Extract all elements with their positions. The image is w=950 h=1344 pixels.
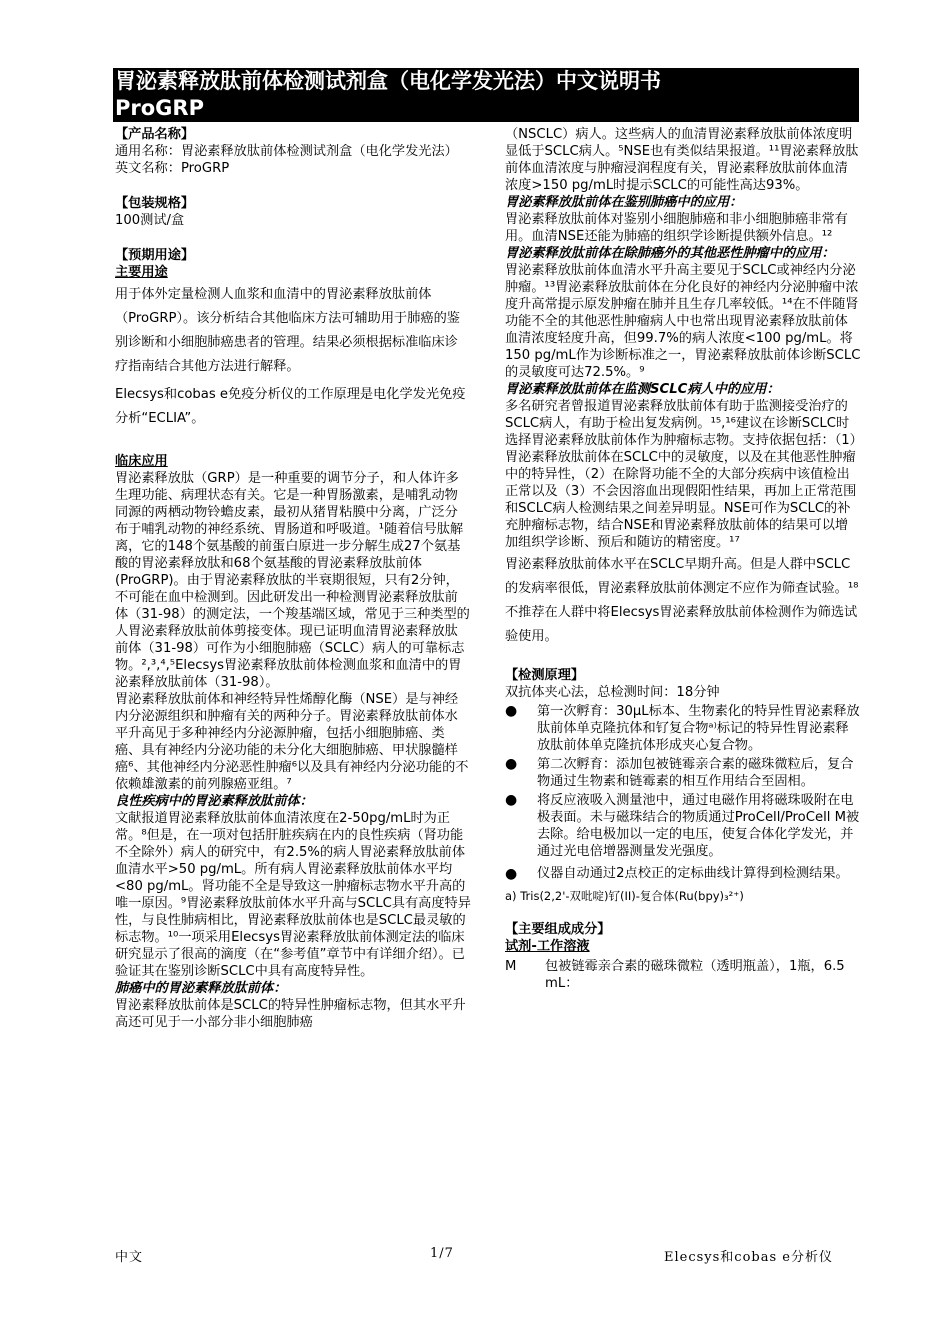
monitoring-paragraph: 多名研究者曾报道胃泌素释放肽前体有助于监测接受治疗的SCLC病人，有助于检出复发病例。¹⁵,¹⁶建议在诊断SCLC时选择胃泌素释放肽前体作为肿瘤标志物。支持依据包括：（1）胃泌素释放肽前体在SCLC中的灵敏度，以及在其他恶性肿瘤中的特异性，（2）在除肾功能不全的大部分疾病中该值检出正常以及（3）不会因溶血出现假阳性结果，再加上正常范围和SCLC病人检测结果之间差异明显。NSE可作为SCLC的补充肿瘤标志物，结合NSE和胃泌素释放肽前体的结果可以增加组织学诊断、预后和随访的精密度。¹⁷ xyxy=(505,399,857,550)
benign-paragraph: 文献报道胃泌素释放肽前体血清浓度在2-50pg/mL时为正常。⁸但是，在一项对包括肝脏疾病在内的良性疾病（肾功能不全除外）病人的研究中，有2.5%的病人胃泌素释放肽前体血清水平>50 pg/mL。所有病人胃泌素释放肽前体水平均<80 pg/mL。肾功能不全是导致这一肿瘤标志物水平升高的唯一原因。⁹胃泌素释放肽前体水平升高与SCLC具有高度特异性，与良性肺病相比，胃泌素释放肽前体也是SCLC最灵敏的标志物。¹⁰一项采用Elecsys胃泌素释放肽前体测定法的临床研究显示了很高的滴度（在“参考值”章节中有详细介绍）。已验证其在鉴别诊断SCLC中具有高度特异性。 xyxy=(115,811,471,979)
bullet-text: 将反应液吸入测量池中，通过电磁作用将磁珠吸附在电极表面。未与磁珠结合的物质通过ProCell/ProCell M被去除。给电极加以一定的电压，使复合体化学发光，并通过光电倍增器测量发光强度。 xyxy=(537,793,860,859)
principle-bullet xyxy=(505,862,861,886)
generic-name-value: 胃泌素释放肽前体检测试剂盒（电化学发光法） xyxy=(180,144,458,159)
main-use-paragraph: 用于体外定量检测人血浆和血清中的胃泌素释放肽前体（ProGRP）。该分析结合其他临床方法可辅助用于肺癌的鉴别诊断和小细胞肺癌患者的管理。结果必须根据标准临床诊疗指南结合其他方法进行解释。 xyxy=(115,287,460,374)
bullet-icon: ● xyxy=(505,756,518,772)
right-column xyxy=(505,126,861,992)
bullet-text: 仪器自动通过2点校正的定标曲线计算得到检测结果。 xyxy=(537,866,849,881)
components-heading: 【主要组成成分】 xyxy=(505,922,611,937)
footer-product: Elecsys和cobas e分析仪 xyxy=(664,1250,833,1265)
differential-paragraph: 胃泌素释放肽前体对鉴别小细胞肺癌和非小细胞肺癌非常有用。血清NSE还能为肺癌的组织学诊断提供额外信息。¹² xyxy=(505,212,848,244)
english-name-value: ProGRP xyxy=(180,161,230,176)
differential-heading: 胃泌素释放肽前体在鉴别肺癌中的应用： xyxy=(505,195,743,210)
generic-name-label: 通用名称： xyxy=(115,144,181,159)
benign-heading: 良性疾病中的胃泌素释放肽前体： xyxy=(115,794,313,809)
document-title: 胃泌素释放肽前体检测试剂盒（电化学发光法）中文说明书 xyxy=(115,69,661,93)
clinical-use-heading: 临床应用 xyxy=(115,454,168,469)
bullet-icon: ● xyxy=(505,703,518,719)
lung-cancer-heading: 肺癌中的胃泌素释放肽前体： xyxy=(115,981,287,996)
english-name-row xyxy=(115,160,471,177)
bullet-text: 第二次孵育：添加包被链霉亲合素的磁珠微粒后，复合物通过生物素和链霉素的相互作用结合至固相。 xyxy=(537,757,854,789)
bullet-icon: ● xyxy=(505,792,518,808)
clinical-paragraph-1: 胃泌素释放肽（GRP）是一种重要的调节分子，和人体许多生理功能、病理状态有关。它是一种胃肠激素，是哺乳动物同源的两栖动物铃蟾皮素，最初从猪胃粘膜中分离，广泛分布于哺乳动物的神经系统、胃肠道和呼吸道。¹随着信号肽解离，它的148个氨基酸的前蛋白原进一步分解生成27个氨基酸的胃泌素释放肽和68个氨基酸的胃泌素释放肽前体(ProGRP)。由于胃泌素释放肽的半衰期很短，只有2分钟，不可能在血中检测到。因此研发出一种检测胃泌素释放肽前体（31-98）的测定法，一个羧基端区域，常见于三种类型的人胃泌素释放肽前体剪接变体。现已证明血清胃泌素释放肽前体（31-98）可作为小细胞肺癌（SCLC）病人的可靠标志物。²,³,⁴,⁵Elecsys胃泌素释放肽前体检测血浆和血清中的胃泌素释放肽前体（31-98）。 xyxy=(115,471,470,690)
other-tumors-paragraph: 胃泌素释放肽前体血清水平升高主要见于SCLC或神经内分泌肿瘤。¹³胃泌素释放肽前体在分化良好的神经内分泌肿瘤中浓度升高常提示原发肿瘤在肺并且生存几率较低。¹⁴在不伴随肾功能不全的其他恶性肿瘤病人中也常出现胃泌素释放肽前体血清浓度轻度升高，但99.7%的病人浓度<100 pg/mL。将150 pg/mL作为诊断标准之一，胃泌素释放肽前体诊断SCLC的灵敏度可达72.5%。⁹ xyxy=(505,263,861,380)
other-tumors-heading: 胃泌素释放肽前体在除肺癌外的其他恶性肿瘤中的应用： xyxy=(505,246,835,261)
principle-heading: 【检测原理】 xyxy=(505,668,585,683)
main-use-heading: 主要用途 xyxy=(115,265,168,280)
bullet-text: 第一次孵育：30μL标本、生物素化的特异性胃泌素释放肽前体单克隆抗体和钌复合物ᵃ⁾标记的特异性胃泌素释放肽前体单克隆抗体形成夹心复合物。 xyxy=(537,704,860,753)
product-name-heading: 【产品名称】 xyxy=(115,127,195,142)
generic-name-row xyxy=(115,143,471,160)
reagent-m-value: 包被链霉亲合素的磁珠微粒（透明瓶盖），1瓶，6.5 mL： xyxy=(545,959,845,991)
footer-language: 中文 xyxy=(115,1250,144,1265)
package-value: 100测试/盒 xyxy=(115,213,185,228)
principle-bullet xyxy=(505,756,861,790)
english-name-label: 英文名称： xyxy=(115,161,181,176)
monitoring-heading: 胃泌素释放肽前体在监测SCLC病人中的应用： xyxy=(505,382,780,397)
principle-intro: 双抗体夹心法，总检测时间：18分钟 xyxy=(505,685,720,700)
document-subtitle: ProGRP xyxy=(115,96,204,120)
left-column xyxy=(115,126,471,1031)
reagent-m-row xyxy=(505,958,861,992)
document-title-bar xyxy=(113,68,859,122)
footnote: a) Tris(2,2'-双吡啶)钌(II)-复合体(Ru(bpy)₃²⁺) xyxy=(505,889,744,903)
principle-bullet xyxy=(505,792,861,860)
footer-page-number: 1/7 xyxy=(430,1246,454,1261)
reagent-m-key: M xyxy=(505,959,517,974)
reagent-heading: 试剂-工作溶液 xyxy=(505,939,590,954)
bullet-icon: ● xyxy=(505,866,518,882)
principle-bullet xyxy=(505,703,861,754)
nsclc-paragraph: （NSCLC）病人。这些病人的血清胃泌素释放肽前体浓度明显低于SCLC病人。⁵NSE也有类似结果报道。¹¹胃泌素释放肽前体血清浓度与肿瘤浸润程度有关，胃泌素释放肽前体血清浓度>150 pg/mL时提示SCLC的可能性高达93%。 xyxy=(505,127,859,193)
intended-use-heading: 【预期用途】 xyxy=(115,248,195,263)
clinical-paragraph-2: 胃泌素释放肽前体和神经特异性烯醇化酶（NSE）是与神经内分泌源组织和肿瘤有关的两种分子。胃泌素释放肽前体水平升高见于多种神经内分泌源肿瘤，包括小细胞肺癌、类癌、具有神经内分泌功能的未分化大细胞肺癌、甲状腺髓样癌⁶、其他神经内分泌恶性肿瘤⁶以及具有神经内分泌功能的不依赖雄激素的前列腺癌亚组。⁷ xyxy=(115,692,469,792)
lung-cancer-paragraph: 胃泌素释放肽前体是SCLC的特异性肿瘤标志物，但其水平升高还可见于一小部分非小细胞肺癌 xyxy=(115,998,466,1030)
eclia-paragraph: Elecsys和cobas e免疫分析仪的工作原理是电化学发光免疫分析“ECLIA”。 xyxy=(115,387,466,426)
screening-paragraph: 胃泌素释放肽前体水平在SCLC早期升高。但是人群中SCLC的发病率很低，胃泌素释放肽前体测定不应作为筛查试验。¹⁸不推荐在人群中将Elecsys胃泌素释放肽前体检测作为筛选试验使用。 xyxy=(505,557,859,644)
package-heading: 【包装规格】 xyxy=(115,196,195,211)
